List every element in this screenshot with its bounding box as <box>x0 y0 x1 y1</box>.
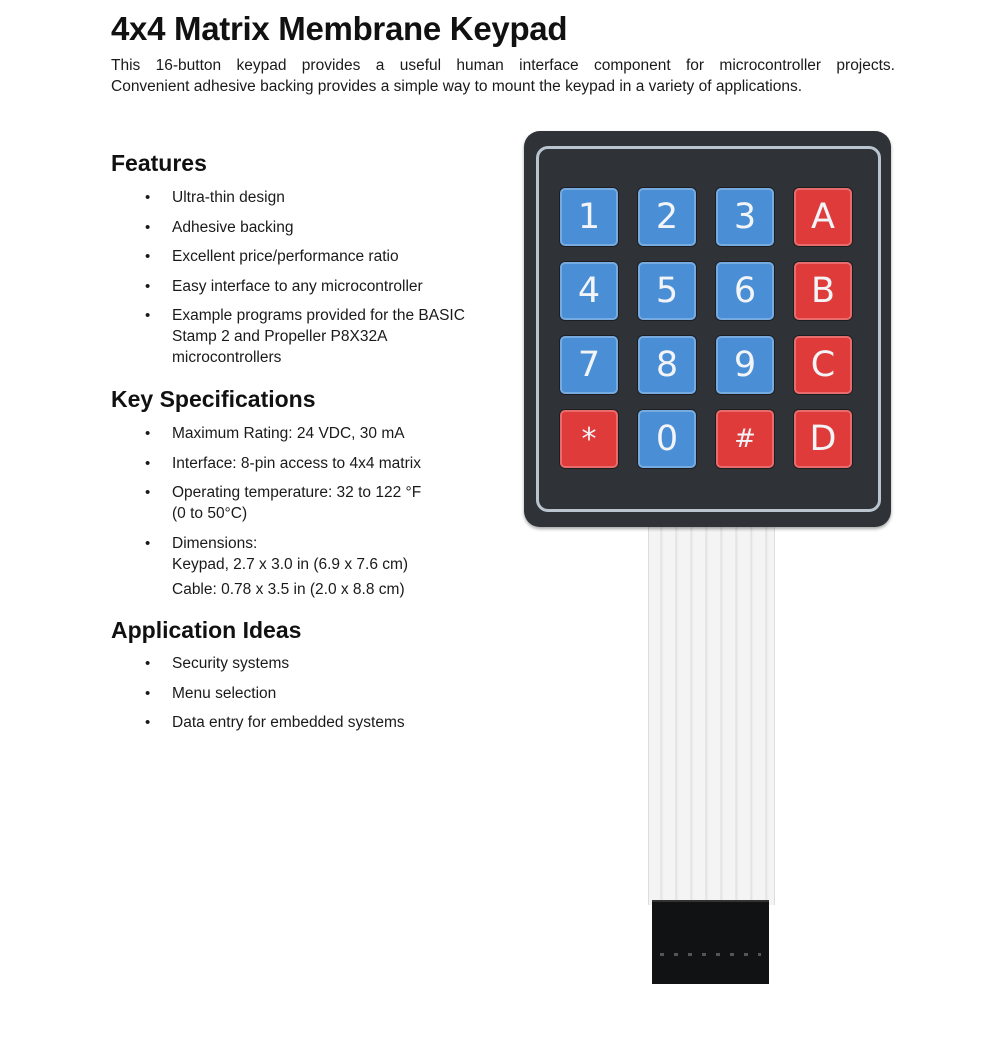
bullet-icon: • <box>145 714 151 731</box>
keypad-key-hash: # <box>716 410 774 468</box>
list-item: • Interface: 8-pin access to 4x4 matrix <box>145 454 421 472</box>
list-item: • Operating temperature: 32 to 122 °F (0 to 50°C) <box>145 484 422 522</box>
list-item: • Dimensions: Keypad, 2.7 x 3.0 in (6.9 x 7.6 cm) Cable: 0.78 x 3.5 in (2.0 x 8.8 cm) <box>145 534 409 598</box>
bullet-icon: • <box>145 655 151 672</box>
specs-list <box>145 423 505 608</box>
connector-pins <box>660 953 761 956</box>
bullet-icon: • <box>145 277 151 295</box>
specs-heading: Key Specifications <box>111 386 316 412</box>
keypad-key-7: 7 <box>560 336 618 394</box>
bullet-icon: • <box>145 248 151 265</box>
page-title: 4x4 Matrix Membrane Keypad <box>111 10 568 47</box>
features-list <box>145 187 505 377</box>
ideas-list <box>145 653 505 742</box>
bullet-icon: • <box>145 218 151 236</box>
cable-connector <box>652 900 769 984</box>
list-item: • Adhesive backing <box>145 218 294 236</box>
intro-line-2: Convenient adhesive backing provides a simple way to mount the keypad in a variety of applications. <box>111 78 803 95</box>
intro-line-1: This 16-button keypad provides a useful human interface component for microcontroller projects. <box>111 57 895 74</box>
keypad-key-c: C <box>794 336 852 394</box>
keypad-key-9: 9 <box>716 336 774 394</box>
list-item: • Ultra-thin design <box>145 189 285 206</box>
bullet-icon: • <box>145 454 151 472</box>
ideas-heading: Application Ideas <box>111 617 302 643</box>
keypad-image <box>524 131 891 527</box>
keypad-key-star: * <box>560 410 618 468</box>
keypad-key-d: D <box>794 410 852 468</box>
keypad-key-4: 4 <box>560 262 618 320</box>
keypad-key-a: A <box>794 188 852 246</box>
keypad-key-0: 0 <box>638 410 696 468</box>
bullet-icon: • <box>145 484 151 501</box>
list-item: • Maximum Rating: 24 VDC, 30 mA <box>145 425 405 442</box>
bullet-icon: • <box>145 189 151 206</box>
list-item: • Easy interface to any microcontroller <box>145 277 423 295</box>
list-item: • Example programs provided for the BASIC Stamp 2 and Propeller P8X32A microcontrollers <box>145 307 465 366</box>
list-item: • Menu selection <box>145 684 277 702</box>
keypad-key-5: 5 <box>638 262 696 320</box>
ribbon-cable <box>648 527 775 905</box>
bullet-icon: • <box>145 307 151 324</box>
features-heading: Features <box>111 150 207 176</box>
keypad-key-3: 3 <box>716 188 774 246</box>
list-item: • Data entry for embedded systems <box>145 714 405 731</box>
list-item: • Excellent price/performance ratio <box>145 248 399 265</box>
keypad-key-8: 8 <box>638 336 696 394</box>
bullet-icon: • <box>145 425 151 442</box>
keypad-key-1: 1 <box>560 188 618 246</box>
list-item: • Security systems <box>145 655 290 672</box>
keypad-key-2: 2 <box>638 188 696 246</box>
intro-paragraph <box>111 55 895 97</box>
keypad-key-b: B <box>794 262 852 320</box>
bullet-icon: • <box>145 534 151 552</box>
bullet-icon: • <box>145 684 151 702</box>
keypad-key-6: 6 <box>716 262 774 320</box>
